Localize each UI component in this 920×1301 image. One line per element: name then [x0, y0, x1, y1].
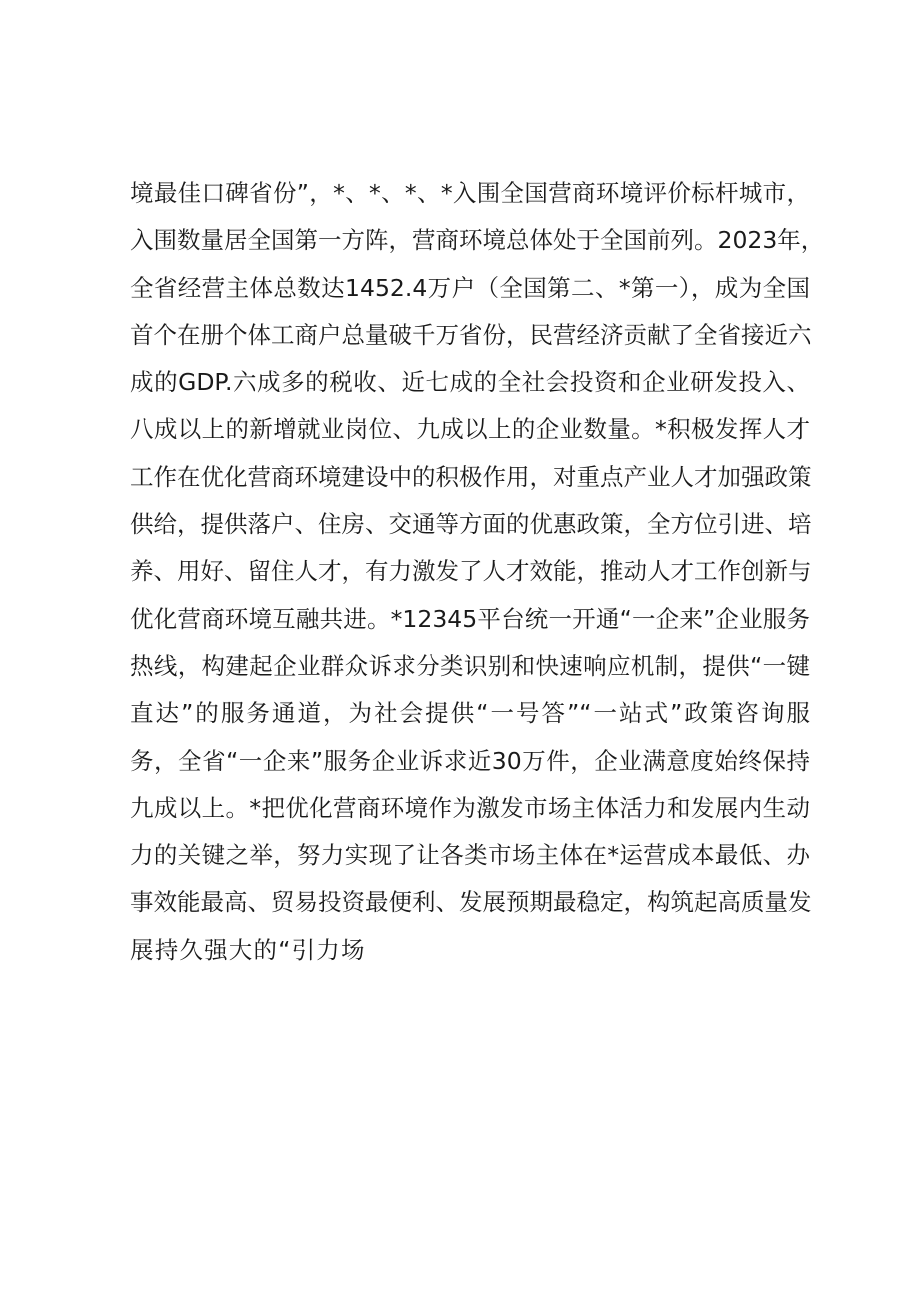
paragraph-line: 展持久强大的“引力场 — [130, 935, 366, 964]
paragraph-line: 首个在册个体工商户总量破千万省份，民营经济贡献了全省接近六 — [130, 320, 812, 349]
paragraph-line: 热线，构建起企业群众诉求分类识别和快速响应机制，提供“一键 — [130, 651, 810, 680]
paragraph-line: 优化营商环境互融共进。*12345平台统一开通“一企来”企业服务 — [130, 604, 810, 633]
paragraph-line: 九成以上。*把优化营商环境作为激发市场主体活力和发展内生动 — [130, 793, 810, 822]
paragraph-line: 全省经营主体总数达1452.4万户（全国第二、*第一），成为全国 — [130, 273, 810, 302]
paragraph-line: 事效能最高、贸易投资最便利、发展预期最稳定，构筑起高质量发 — [130, 888, 812, 917]
paragraph-line: 直达”的服务通道，为社会提供“一号答”“一站式”政策咨询服 — [130, 699, 810, 728]
paragraph-line: 务，全省“一企来”服务企业诉求近30万件，企业满意度始终保持 — [130, 746, 810, 775]
body-paragraph — [130, 170, 825, 974]
paragraph-line: 成的GDP.六成多的税收、近七成的全社会投资和企业研发投入、 — [130, 368, 810, 397]
paragraph-line: 入围数量居全国第一方阵，营商环境总体处于全国前列。2023年， — [130, 226, 825, 255]
paragraph-line: 八成以上的新增就业岗位、九成以上的企业数量。*积极发挥人才 — [130, 415, 810, 444]
paragraph-line: 工作在优化营商环境建设中的积极作用，对重点产业人才加强政策 — [130, 462, 812, 491]
paragraph-line: 力的关键之举，努力实现了让各类市场主体在*运营成本最低、办 — [130, 841, 810, 870]
paragraph-line: 供给，提供落户、住房、交通等方面的优惠政策，全方位引进、培 — [130, 510, 812, 539]
paragraph-line: 境最佳口碑省份”，*、*、*、*入围全国营商环境评价标杆城市， — [130, 179, 810, 207]
paragraph-line: 养、用好、留住人才，有力激发了人才效能，推动人才工作创新与 — [130, 557, 812, 586]
